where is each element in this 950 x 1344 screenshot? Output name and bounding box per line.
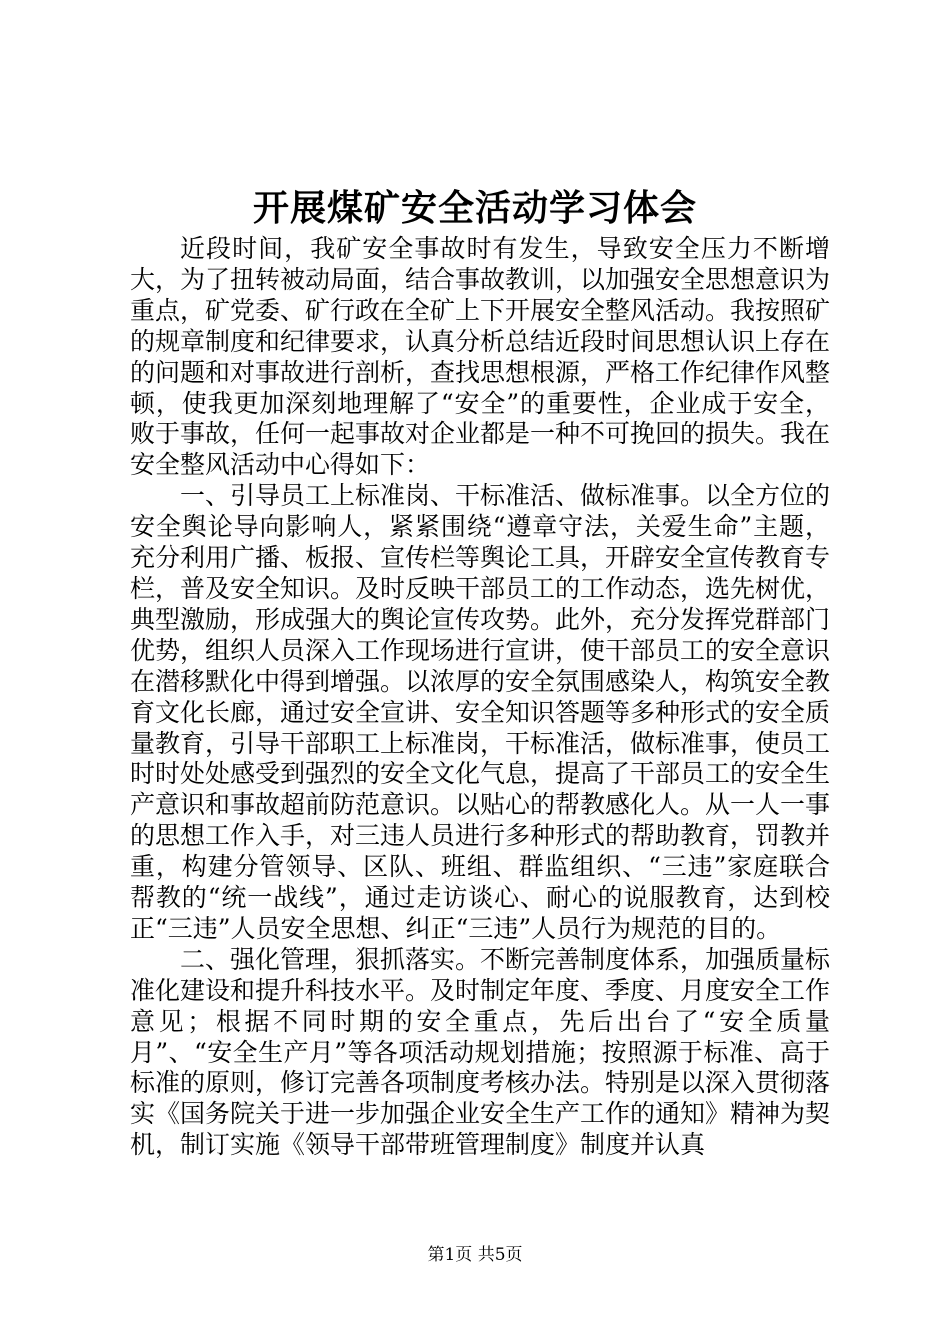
document-body [130, 234, 830, 1161]
paragraph-section-one: 一、引导员工上标准岗、干标准活、做标准事。以全方位的安全舆论导向影响人，紧紧围绕“遵章守法，关爱生命”主题，充分利用广播、板报、宣传栏等舆论工具，开辟安全宣传教育专栏，普及安全知识。及时反映干部员工的工作动态，选先树优，典型激励，形成强大的舆论宣传攻势。此外，充分发挥党群部门优势，组织人员深入工作现场进行宣讲，使干部员工的安全意识在潜移默化中得到增强。以浓厚的安全氛围感染人，构筑安全教育文化长廊，通过安全宣讲、安全知识答题等多种形式的安全质量教育，引导干部职工上标准岗，干标准活，做标准事，使员工时时处处感受到强烈的安全文化气息，提高了干部员工的安全生产意识和事故超前防范意识。以贴心的帮教感化人。从一人一事的思想工作入手，对三违人员进行多种形式的帮助教育，罚教并重，构建分管领导、区队、班组、群监组织、“三违”家庭联合帮教的“统一战线”，通过走访谈心、耐心的说服教育，达到校正“三违”人员安全思想、纠正“三违”人员行为规范的目的。 [130, 481, 831, 943]
page-number-footer: 第1页 共5页 [427, 1245, 523, 1265]
paragraph-section-two: 二、强化管理，狠抓落实。不断完善制度体系，加强质量标准化建设和提升科技水平。及时制定年度、季度、月度安全工作意见；根据不同时期的安全重点，先后出台了“安全质量月”、“安全生产月”等各项活动规划措施；按照源于标准、高于标准的原则，修订完善各项制度考核办法。特别是以深入贯彻落实《国务院关于进一步加强企业安全生产工作的通知》精神为契机，制订实施《领导干部带班管理制度》制度并认真 [130, 944, 831, 1160]
document-title: 开展煤矿安全活动学习体会 [252, 187, 697, 229]
paragraph-intro: 近段时间，我矿安全事故时有发生，导致安全压力不断增大，为了扭转被动局面，结合事故教训，以加强安全思想意识为重点，矿党委、矿行政在全矿上下开展安全整风活动。我按照矿的规章制度和纪律要求，认真分析总结近段时间思想认识上存在的问题和对事故进行剖析，查找思想根源，严格工作纪律作风整顿，使我更加深刻地理解了“安全”的重要性，企业成于安全，败于事故，任何一起事故对企业都是一种不可挽回的损失。我在安全整风活动中心得如下： [130, 234, 831, 480]
